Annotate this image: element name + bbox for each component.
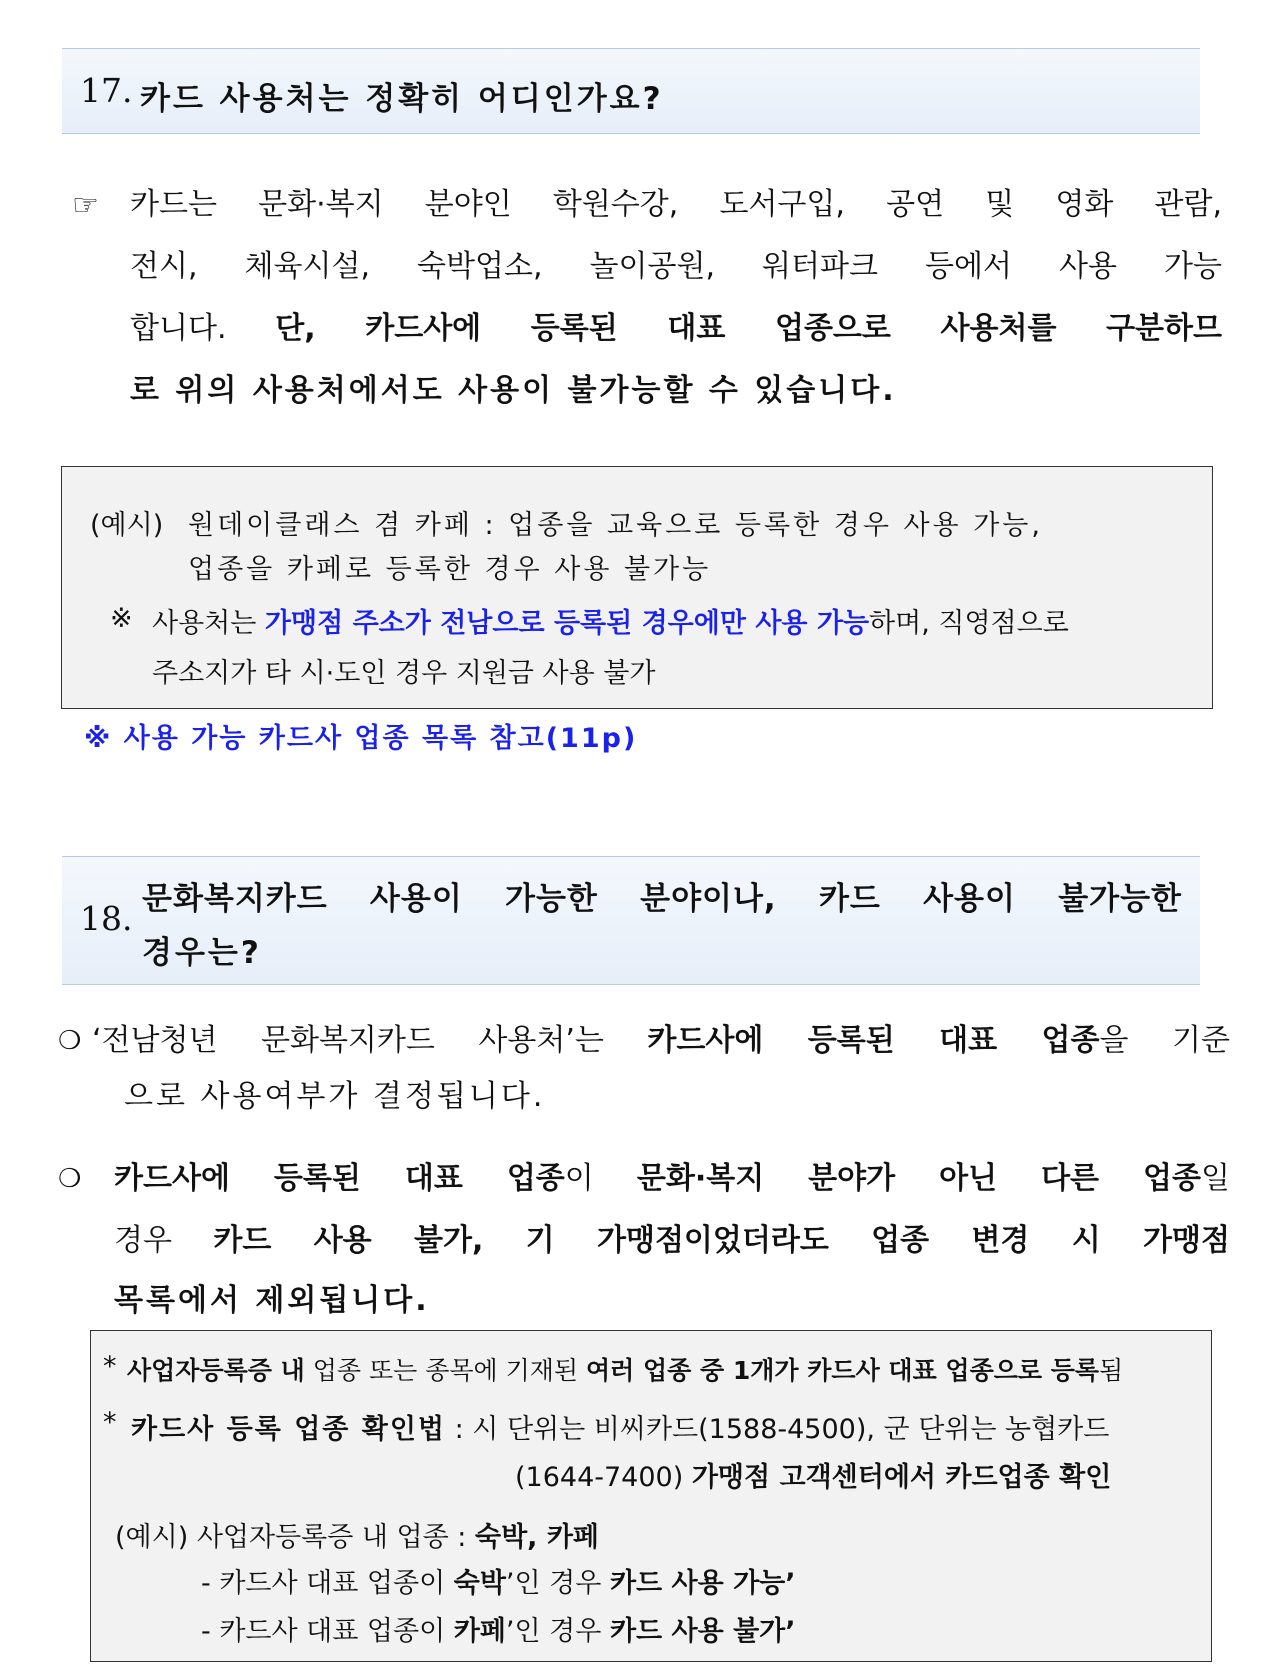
q18-row1-normal: 업종 또는 종목에 기재된 [312, 1356, 579, 1385]
q17-example-box [61, 466, 1213, 709]
circle-bullet-icon: ❍ [58, 1164, 82, 1194]
q18-p2-b: 이 [564, 1161, 594, 1196]
q17-header [62, 48, 1200, 134]
q18-example-header [115, 1515, 599, 1554]
circle-bullet-icon: ❍ [58, 1026, 82, 1056]
q18-ex1-b: 숙박 [453, 1568, 506, 1599]
q18-p1-line2: 으로 사용여부가 결정됩니다. [124, 1079, 546, 1114]
q18-p2-a: 카드사에 등록된 대표 업종 [114, 1161, 565, 1196]
q18-row3 [515, 1455, 1111, 1494]
q17-reference-note: ※ 사용 가능 카드사 업종 목록 참고(11p) [84, 723, 638, 754]
q18-example-value: 숙박, 카페 [475, 1522, 599, 1553]
q17-line4-bold: 로 위의 사용처에서도 사용이 불가능할 수 있습니다. [130, 373, 897, 408]
q18-ex1-d: 카드 사용 가능’ [609, 1568, 796, 1599]
q18-number: 18. [80, 899, 133, 938]
q18-p1-a: ‘전남청년 문화복지카드 사용처’는 [92, 1023, 604, 1058]
q18-title-line1: 문화복지카드 사용이 가능한 분야이나, 카드 사용이 불가능한 [142, 881, 1182, 917]
q18-row2 [131, 1407, 1109, 1446]
q17-example-line1: 원데이클래스 겸 카페 : 업종을 교육으로 등록한 경우 사용 가능, [188, 510, 1043, 541]
q17-example-label: (예시) [90, 510, 164, 541]
q18-row1 [127, 1351, 1123, 1387]
q18-example-line1 [201, 1561, 796, 1600]
q18-p2-line3 [114, 1270, 430, 1332]
q17-note-mark: ※ [110, 603, 133, 634]
q18-p2-line2-b: 카드 사용 불가, 기 가맹점이었더라도 업종 변경 시 가맹점 [213, 1223, 1230, 1258]
q18-p2-line2-a: 경우 [114, 1223, 172, 1258]
q18-row3-normal: (1644-7400) [515, 1462, 684, 1493]
q18-row2-normal: : 시 단위는 비씨카드(1588-4500), 군 단위는 농협카드 [454, 1414, 1110, 1445]
q18-p2-line1 [114, 1148, 1230, 1210]
q17-title: 카드 사용처는 정확히 어디인가요? [140, 81, 664, 117]
q17-line1: 카드는 문화·복지 분야인 학원수강, 도서구입, 공연 및 영화 관람, [130, 187, 1222, 222]
q18-p1-c: 을 기준 [1099, 1023, 1230, 1058]
q17-note-prefix: 사용처는 [152, 608, 257, 639]
q18-header [62, 856, 1200, 985]
q18-row2-star: * [103, 1407, 117, 1438]
q17-example-line2: 업종을 카페로 등록한 경우 사용 불가능 [188, 554, 712, 585]
q17-line2: 전시, 체육시설, 숙박업소, 놀이공원, 워터파크 등에서 사용 가능 [130, 249, 1222, 284]
q18-ex2-d: 카드 사용 불가’ [609, 1616, 796, 1647]
q17-line3 [130, 298, 1222, 360]
q18-row2-bold: 카드사 등록 업종 확인법 [131, 1414, 447, 1445]
q18-title-line2: 경우는? [142, 935, 262, 971]
q18-row1-bold2: 여러 업종 중 1개가 카드사 대표 업종으로 등록 [586, 1356, 1100, 1385]
q18-p2-line3-bold: 목록에서 제외됩니다. [114, 1283, 430, 1318]
q17-line4 [130, 360, 1222, 422]
q18-ex2-c: ’인 경우 [505, 1616, 602, 1647]
q18-info-box [90, 1330, 1212, 1662]
q18-row1-star: * [103, 1351, 117, 1382]
q18-ex2-b: 카페 [453, 1616, 506, 1647]
q17-note-suffix: 하며, 직영점으로 [869, 608, 1069, 639]
q18-example-line2 [201, 1609, 796, 1648]
q18-example-label: (예시) 사업자등록증 내 업종 : [115, 1522, 467, 1553]
q17-number: 17. [80, 71, 133, 110]
q17-line3-bold: 단, 카드사에 등록된 대표 업종으로 사용처를 구분하므 [275, 311, 1222, 346]
q17-line3-normal: 합니다. [130, 311, 227, 346]
q18-p2-d: 일 [1201, 1161, 1230, 1196]
q17-note-line2: 주소지가 타 시·도인 경우 지원금 사용 불가 [152, 658, 656, 689]
q18-row1-end: 됨 [1099, 1356, 1124, 1385]
q18-row1-bold1: 사업자등록증 내 [127, 1356, 305, 1385]
q18-ex2-a: - 카드사 대표 업종이 [201, 1616, 446, 1647]
q18-ex1-c: ’인 경우 [505, 1568, 602, 1599]
q18-p2-c: 문화·복지 분야가 아닌 다른 업종 [636, 1161, 1201, 1196]
q18-p1-line1 [92, 1010, 1230, 1072]
q18-ex1-a: - 카드사 대표 업종이 [201, 1568, 446, 1599]
pointing-hand-icon: ☞ [72, 188, 99, 223]
q17-note-line1 [152, 601, 1069, 640]
q18-row3-bold: 가맹점 고객센터에서 카드업종 확인 [691, 1462, 1112, 1493]
q17-note-blue: 가맹점 주소가 전남으로 등록된 경우에만 사용 가능 [264, 608, 870, 639]
q18-p2-line2 [114, 1210, 1230, 1272]
q18-p1-b: 카드사에 등록된 대표 업종 [647, 1023, 1100, 1058]
